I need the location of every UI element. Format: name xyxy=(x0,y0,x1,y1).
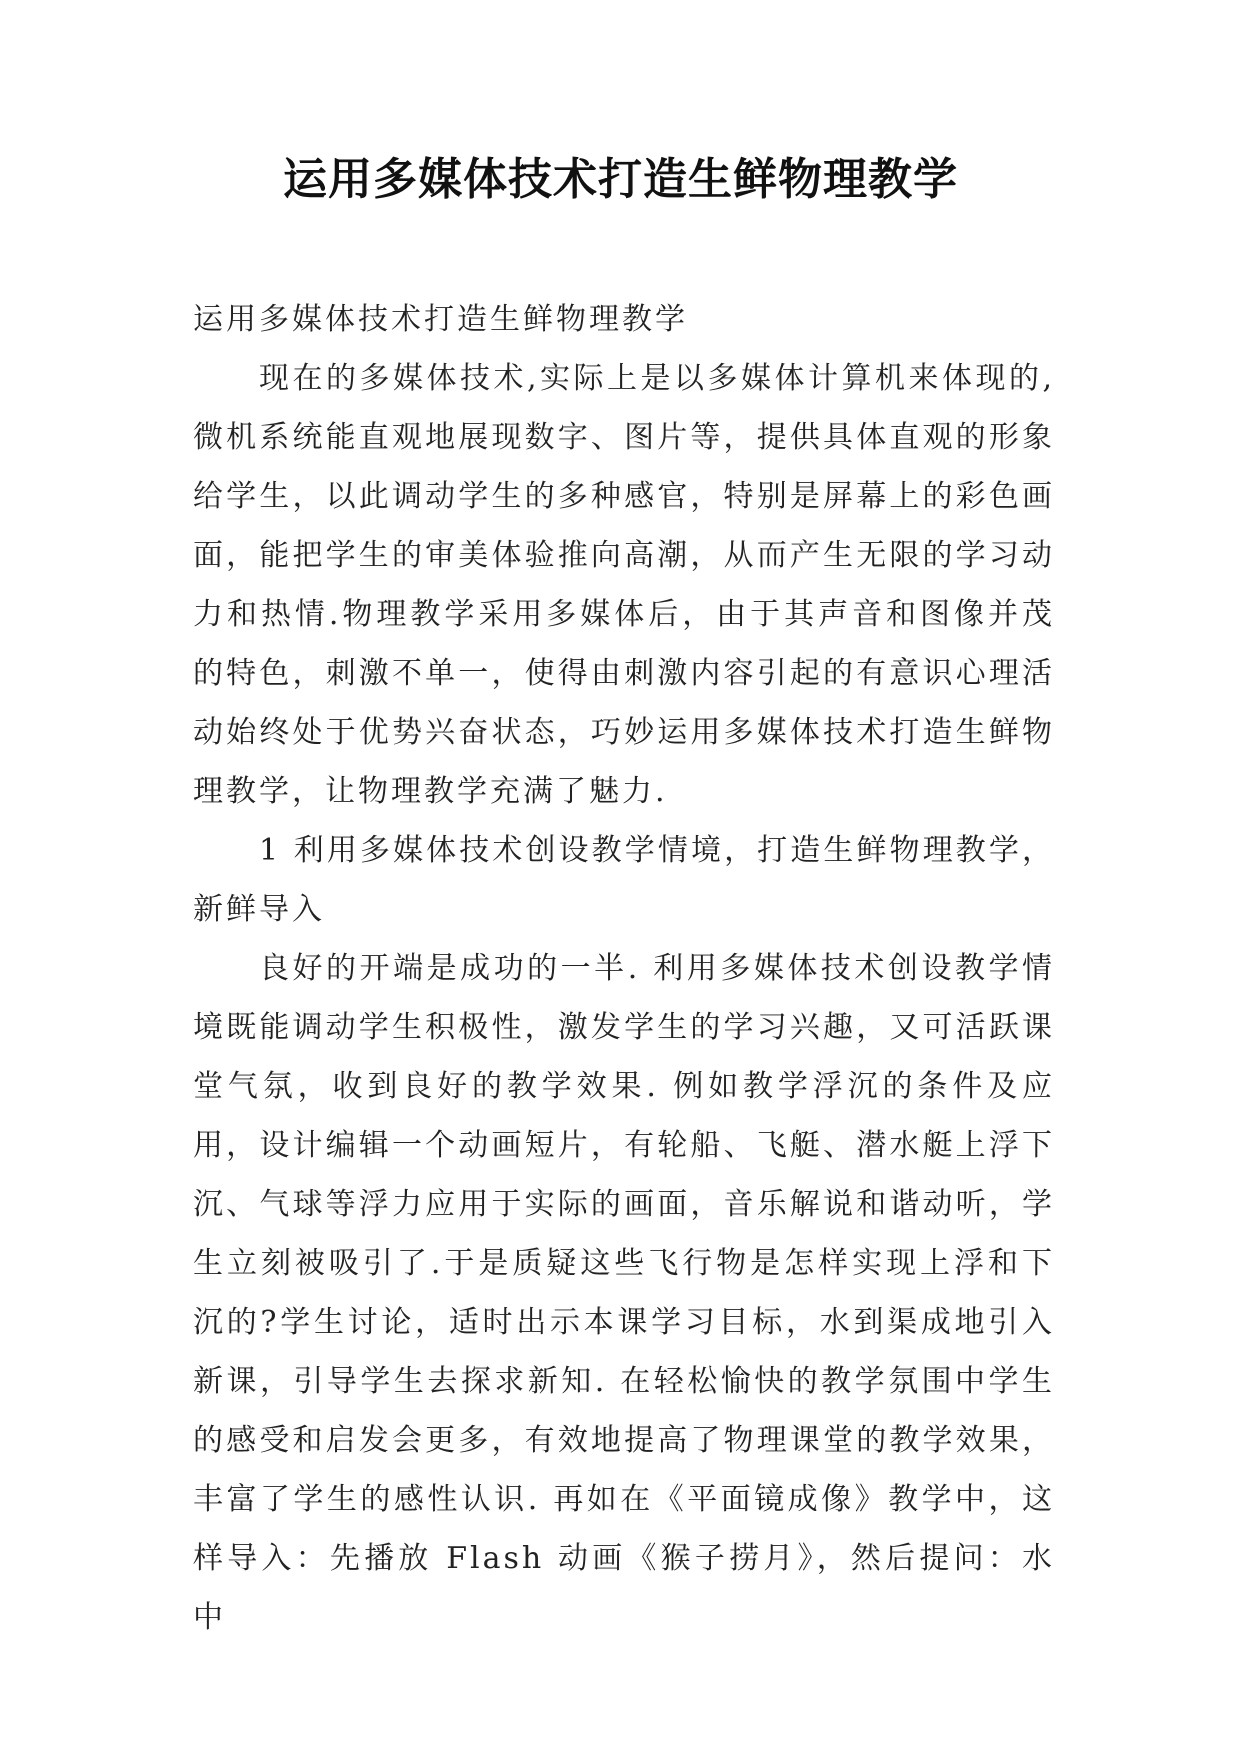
paragraph-subtitle: 运用多媒体技术打造生鲜物理教学 xyxy=(193,302,688,337)
document-body xyxy=(193,290,1055,1647)
paragraph-intro: 现在的多媒体技术,实际上是以多媒体计算机来体现的,微机系统能直观地展现数字、图片等，提供具体直观的形象给学生，以此调动学生的多种感官，特别是屏幕上的彩色画面，能把学生的审美体验推向高潮，从而产生无限的学习动力和热情.物理教学采用多媒体后，由于其声音和图像并茂的特色，刺激不单一，使得由刺激内容引起的有意识心理活动始终处于优势兴奋状态，巧妙运用多媒体技术打造生鲜物理教学，让物理教学充满了魅力. xyxy=(193,361,1055,809)
paragraph-section-1: 良好的开端是成功的一半. 利用多媒体技术创设教学情境既能调动学生积极性，激发学生的学习兴趣，又可活跃课堂气氛，收到良好的教学效果. 例如教学浮沉的条件及应用，设计编辑一个动画短片，有轮船、飞艇、潜水艇上浮下沉、气球等浮力应用于实际的画面，音乐解说和谐动听，学生立刻被吸引了.于是质疑这些飞行物是怎样实现上浮和下沉的?学生讨论，适时出示本课学习目标，水到渠成地引入新课，引导学生去探求新知. 在轻松愉快的教学氛围中学生的感受和启发会更多，有效地提高了物理课堂的教学效果，丰富了学生的感性认识. 再如在《平面镜成像》教学中，这样导入：先播放 Flash 动画《猴子捞月》，然后提问：水中 xyxy=(193,951,1055,1635)
section-heading-1: 1 利用多媒体技术创设教学情境，打造生鲜物理教学，新鲜导入 xyxy=(193,833,1055,927)
document-title: 运用多媒体技术打造生鲜物理教学 xyxy=(283,154,958,205)
